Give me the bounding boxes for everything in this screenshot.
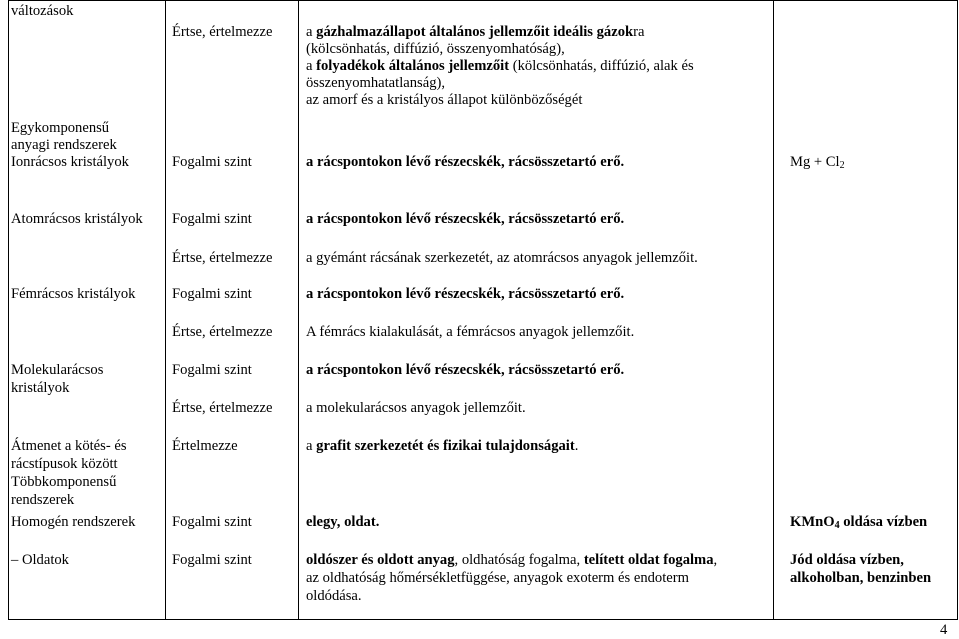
column-divider-level: [298, 0, 299, 620]
topic-atomracsos: Atomrácsos kristályok: [11, 211, 143, 227]
topic-femracsos: Fémrácsos kristályok: [11, 286, 136, 302]
content-oldatok-1: oldószer és oldott anyag, oldhatóság fogalma, telített oldat fogalma,: [306, 552, 718, 568]
table-right-border: [957, 0, 958, 620]
topic-atmenet-1: Átmenet a kötés- és: [11, 438, 127, 454]
content-line: az amorf és a kristályos állapot különbözőségét: [306, 92, 583, 108]
level-homogen: Fogalmi szint: [172, 514, 252, 530]
example-oldatok-1: Jód oldása vízben,: [790, 552, 904, 568]
content-valtozasok: [306, 24, 694, 109]
content-line: összenyomhatatlanság),: [306, 75, 446, 91]
column-divider-content: [773, 0, 774, 620]
level-ionracsos: Fogalmi szint: [172, 154, 252, 170]
content2-molekularacsos: a molekularácsos anyagok jellemzőit.: [306, 400, 526, 416]
content-oldatok-3: oldódása.: [306, 588, 362, 604]
table-left-border: [8, 0, 9, 620]
level-atomracsos: Fogalmi szint: [172, 211, 252, 227]
topic-atmenet-2: rácstípusok között: [11, 456, 118, 472]
level-oldatok: Fogalmi szint: [172, 552, 252, 568]
example-homogen: KMnO$_4$ oldása vízben: [790, 514, 928, 531]
content2-femracsos: A fémrács kialakulását, a fémrácsos anyagok jellemzőit.: [306, 324, 635, 340]
content-oldatok-2: az oldhatóság hőmérsékletfüggése, anyagok exoterm és endoterm: [306, 570, 689, 586]
topic-egykomponensu-2: anyagi rendszerek: [11, 137, 117, 153]
topic-molekularacsos-1: Molekularácsos: [11, 362, 104, 378]
topic-molekularacsos-2: kristályok: [11, 380, 70, 396]
topic-homogen: Homogén rendszerek: [11, 514, 136, 530]
example-oldatok-2: alkoholban, benzinben: [790, 570, 932, 586]
topic-tobbkomponensu-1: Többkomponensű: [11, 474, 117, 490]
content-atomracsos: a rácspontokon lévő részecskék, rácsösszetartó erő.: [306, 211, 625, 227]
topic-tobbkomponensu-2: rendszerek: [11, 492, 75, 508]
level2-molekularacsos: Értse, értelmezze: [172, 400, 273, 416]
content-line: a gázhalmazállapot általános jellemzőit ideális gázokra: [306, 24, 645, 40]
level-atmenet: Értelmezze: [172, 438, 238, 454]
topic-ionracsos: Ionrácsos kristályok: [11, 154, 129, 170]
content-ionracsos: a rácspontokon lévő részecskék, rácsösszetartó erő.: [306, 154, 625, 170]
topic-valtozasok: változások: [11, 3, 74, 19]
content-femracsos: a rácspontokon lévő részecskék, rácsösszetartó erő.: [306, 286, 625, 302]
content-line: (kölcsönhatás, diffúzió, összenyomhatóság),: [306, 41, 565, 57]
topic-egykomponensu-1: Egykomponensű: [11, 120, 110, 136]
content-line: a folyadékok általános jellemzőit (kölcsönhatás, diffúzió, alak és: [306, 58, 694, 74]
content-molekularacsos: a rácspontokon lévő részecskék, rácsösszetartó erő.: [306, 362, 625, 378]
level-valtozasok: Értse, értelmezze: [172, 24, 273, 40]
example-ionracsos: $Mg + Cl_2$: [790, 154, 845, 171]
content-homogen: elegy, oldat.: [306, 514, 380, 530]
table-bottom-border: [8, 619, 958, 620]
table-top-border: [8, 0, 958, 1]
level2-femracsos: Értse, értelmezze: [172, 324, 273, 340]
topic-oldatok: – Oldatok: [11, 552, 69, 568]
content2-atomracsos: a gyémánt rácsának szerkezetét, az atomrácsos anyagok jellemzőit.: [306, 250, 698, 266]
content-atmenet: a grafit szerkezetét és fizikai tulajdonságait.: [306, 438, 579, 454]
level-femracsos: Fogalmi szint: [172, 286, 252, 302]
column-divider-topic: [165, 0, 166, 620]
level2-atomracsos: Értse, értelmezze: [172, 250, 273, 266]
page-number: 4: [940, 622, 948, 638]
level-molekularacsos: Fogalmi szint: [172, 362, 252, 378]
